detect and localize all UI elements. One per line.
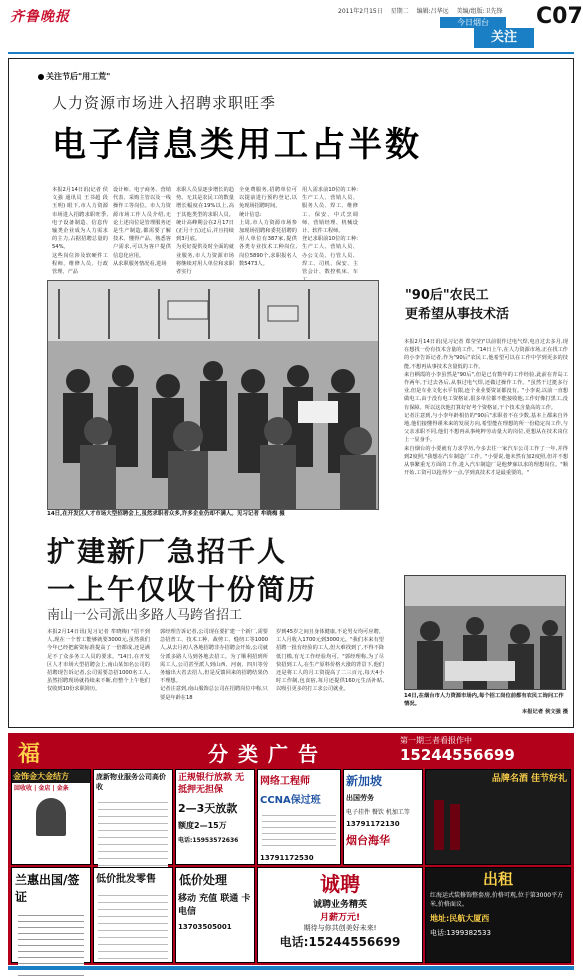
story1-col5: 用人需求前10位的工种:生产工人、营销人员、服务人员、焊工、维修工、保安、中式烹调师、营销经理、机械设计、软件工程师。 登记求职前10位的工种:生产工人、营销人员、办公文员、行管人员、焊工、司机、保安、主管会计、数控机床、车: [302, 187, 358, 276]
sidebar-title-line2: 更希望从事技术活: [405, 307, 510, 322]
story2-headline-line2: 一上午仅收十份简历: [47, 573, 318, 606]
ad-jewelry: 金饰金大金结方 回收收 | 金店 | 金条: [11, 769, 91, 865]
wine-bottle-icon: [450, 804, 460, 850]
ad-jewelry-portrait: [36, 798, 66, 836]
story2-subheadline: 南山一公司派出多路人马跨省招工: [47, 608, 243, 623]
story1-col1: 本报2月14日讯(记者 侯文强 通讯员 王书超 段玉明) 眼下,市人力资源市场进入招聘求职旺季,电子设备制造、信息传输类企业成为人力需求的主力,占据招聘总量的54%。 这些岗位涉及软硬件工程师、维修人员、行政管理、产品: [52, 187, 108, 276]
bottom-rule: [8, 966, 574, 970]
ad-loan: 正规银行放款 无抵押无担保 2—3天放款 额度2—15万 电话:15953572636: [175, 769, 255, 865]
ad-lanhui: 兰惠出国/签证: [11, 867, 91, 963]
ad-singapore: 新加坡 出国劳务 电子挂件 餐饮 机加工等 13791172130 烟台海华: [343, 769, 423, 865]
wine-bottle-icon: [434, 800, 444, 850]
story1-col2: 设计师、电子商务、营销代表、采购主管以及一线操作工等岗位。市人力资源市场工作人员介绍,无论上述岗位是管理服务还是生产制造,都需要了解技术、懂得产品、熟悉客户需求,可以为客户提供信息化应用。 从求职服务情况看,进场: [113, 187, 171, 267]
ad-hire: 诚聘 诚聘业务精英 月薪万元! 期待与你共创美好未来! 电话:15244556699: [257, 867, 423, 963]
story2-col2: 郭经理告诉记者,公司现在要扩建一个新厂,需要急招普工、技术工种、裁剪工、缝纫工等1000人,从去月初人各地招聘非办招聘会开始,公司就分派多路人马到各地去招工。为了顺利招到所需工人,公司甚至派人到山西、河南、四川等劳务输出大省去招人,但是反馈回来的招聘结果仍不理想。 记者注意到,南山服饰总公司在招聘岗位中称,只要是年龄在18: [160, 629, 268, 701]
sidebar-title-line1: "90后"农民工: [405, 288, 489, 303]
designer-credit: 美编/组版:卫先锋: [456, 8, 503, 15]
ad-handle: 低价处理 移动 充值 联通 卡 电信 13703505001: [175, 867, 255, 963]
issue-weekday: 星期二: [390, 8, 409, 15]
ad-wholesale: 低价批发零售: [93, 867, 173, 963]
job-fair-photo-caption: 14日,在开发区人才市场大型招聘会上,虽然求职者众多,许多企业仍却不满人。见习记者 牟晓梅 摄: [47, 511, 285, 517]
sidebar-title: [405, 286, 509, 324]
newspaper-logo: 齐鲁晚报: [10, 9, 70, 25]
banner-phone-label: 第一期三者看报作中: [400, 736, 472, 745]
page-number: C07: [536, 4, 583, 29]
story1-headline: 电子信息类用工占半数: [52, 125, 422, 165]
story2-headline-line1: 扩建新厂急招千人: [47, 535, 288, 568]
banner-phone: 15244556699: [400, 746, 515, 764]
banner-fortune: 福: [18, 742, 41, 767]
story1-subheadline: 人力资源市场进入招聘求职旺季: [52, 94, 277, 112]
classified-ads: [8, 733, 574, 965]
ad-rent: 出租 红海运式装修饰整套房,价格可观,位于第3000平方米,价格面议。 地址:民航大厦西 电话:1399382533: [425, 867, 571, 963]
ad-wine: 品牌名酒 佳节好礼: [425, 769, 571, 865]
masthead-info: [338, 6, 509, 15]
story2-col3: 岁到45岁之间且身体健康,不论男女均可应聘。工人月收入1700元到3000元。"我们本来有望招聘一批有经验的工人,但大难找到了,不得不降低门槛,有无工作经验均可。"郭经理称,为了尽快招到工人,在生产原料价格大涨的背景下,他们还是将工人的月工资提高了二三百元,每天4小时工作制,包食宿,每月还提供160元生活补贴,以吸引更多的打工求公司就业。: [276, 629, 384, 693]
sidebar-body: 本报2月14日讯(见习记者 郑莹莹)"以前很作过电气焊,电自过去多月,现在想找一份有技术含量的工作。"14日上午,在人力资源市场,正在找工作的小李告诉记者,作为"90后"农民工,他希望可以在工作中学到更多的技能,不想再从事技术含量低的工作。 来自栖霞的小李虽然是"90后",但是已有数年的工作经验,此前在青岛工作两年,于过去各后,从事过电气焊,还做过操作工作。"虽然干过挺多行业,但是车业文化水平有限,连个业业要资证都没有。"小李说,以前一直想做电工,由于没有电工资格证,很多单位都不能接收他,工作好像打黑工,没有保障。所以这次他打算好好考个资格证,干个技术含量高的工作。 记者注意到,与小李年龄相仿的"90后"求职者不在少数,基本上都来自外地,他们接懂得谨米来的发展方向,希望能在理想的所一份稳定岗工作,与父亲求职不同,他们不想再从事纯粹劳动量大的岗位,更想从在技术岗位上一显身手。 来自烟台的小要就有力求学历,今多去往一家汽车公司工作了一年,并得到2度照,"我想在汽车制造厂工作。"小要说,他未然有加2度照,但并不想从事繁重无方面的工作,进入汽车制造厂是他梦寐以求的理想岗位。"顺开始,工资可以抢得少一点,学到真技术才是最重要的。": [404, 339, 568, 477]
ad-recycle: 回收收 | 金店 | 金条: [14, 785, 69, 792]
ad-property: 庞新物业服务公司高价收: [93, 769, 173, 865]
job-fair-photo-graphic: [48, 281, 378, 509]
banner-title: 分类广告: [208, 742, 328, 766]
sidebar-photo-graphic: [405, 576, 565, 689]
story1-stats-col: [395, 186, 463, 278]
story1-kicker: 关注节后"用工荒": [38, 71, 110, 82]
top-rule: [8, 52, 574, 54]
sidebar-photo: [404, 575, 566, 690]
ad-network: 网络工程师 CCNA保过班 13791172530: [257, 769, 341, 865]
editor-credit: 编辑:吕华远: [416, 8, 449, 15]
ads-banner: [8, 733, 574, 767]
today-tag: 今日烟台: [440, 17, 506, 28]
sidebar-photo-credit: 本报记者 侯文强 摄: [521, 709, 568, 715]
story1-col4: 全免费服务,招聘单位可以提前进行预约登记,以免现场招聘时间。 统计信息: 上周,市人力资源市场参加现场招聘和委托招聘的用人单位有387家,提供各类专业技术工种岗位,岗位5890个,求职报名人数5473人。: [239, 187, 297, 267]
section-tag: 关注: [474, 28, 534, 48]
issue-date: 2011年2月15日: [338, 8, 383, 15]
bullet-icon: [38, 74, 44, 80]
story1-col3: 求职人员显逐步增长的趋势。无其是农民工的数量增长幅度在19%以上,高于其他类型的求职人员。统计高峰期会在2月17日(正月十五)过后,并且持续到3月底。 为更好提供及时全面的就业服务,市人力资源市场将继续对用人单位和求职者实行: [176, 187, 234, 276]
sidebar-photo-caption: 14日,在烟台市人力资源市场内,每个招工岗位前都有农民工询问工作情况。 本报记者 侯文强 摄: [404, 693, 568, 715]
job-fair-photo: [47, 280, 379, 510]
story2-col1: 本报2月14日讯(见习记者 牟晓梅) "招不到人,现在一个普工能够就要3000元,虽然我们今年已经把薪资标准提高了一倍都成,还是满足不了众多务工人员的要求。"14日,在开发区人才市场大型招聘会上,南山某知名公司的招聘现告诉记者,公司需要急招1000名工人,虽然招聘现场就持续来不断,但整个上午他们仅收到10份求职简历。: [47, 629, 150, 693]
